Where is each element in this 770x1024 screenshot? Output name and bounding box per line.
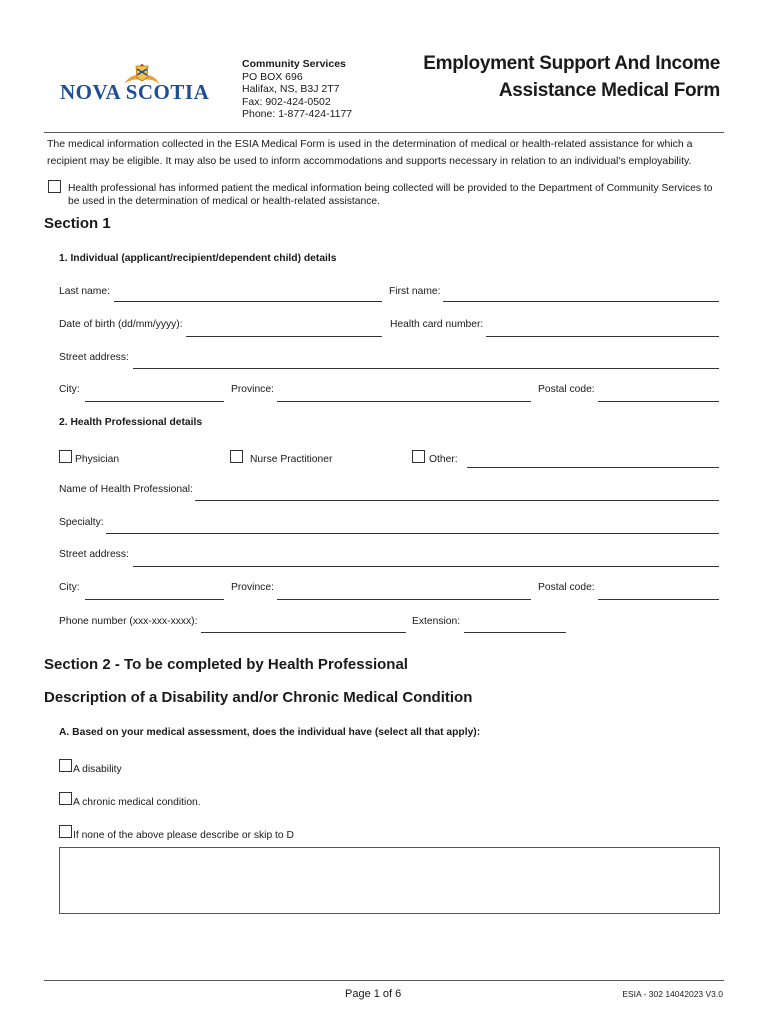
health-card-field[interactable] bbox=[486, 336, 719, 337]
disability-checkbox[interactable] bbox=[59, 759, 72, 772]
form-title-line2: Assistance Medical Form bbox=[498, 80, 720, 101]
hp-name-label: Name of Health Professional: bbox=[59, 484, 193, 495]
page-number: Page 1 of 6 bbox=[345, 988, 402, 1000]
chronic-label: A chronic medical condition. bbox=[73, 797, 201, 808]
disability-label: A disability bbox=[73, 764, 122, 775]
description-textarea[interactable] bbox=[59, 847, 720, 914]
hp-street-label: Street address: bbox=[59, 549, 129, 560]
extension-field[interactable] bbox=[464, 632, 566, 633]
form-title-line1: Employment Support And Income bbox=[423, 53, 720, 74]
other-field[interactable] bbox=[467, 467, 719, 468]
question-a: A. Based on your medical assessment, does the individual have (select all that apply): bbox=[59, 727, 481, 738]
intro-paragraph bbox=[47, 136, 727, 170]
hp-province-field[interactable] bbox=[277, 599, 531, 600]
other-label: Other: bbox=[429, 454, 458, 465]
phone: Phone: 1-877-424-1177 bbox=[242, 108, 353, 120]
first-name-label: First name: bbox=[389, 286, 441, 297]
physician-checkbox[interactable] bbox=[59, 450, 72, 463]
org-name: Community Services bbox=[242, 58, 346, 70]
first-name-field[interactable] bbox=[443, 301, 719, 302]
po-box: PO BOX 696 bbox=[242, 70, 303, 83]
city-field[interactable] bbox=[85, 401, 224, 402]
last-name-field[interactable] bbox=[114, 301, 382, 302]
hp-street-field[interactable] bbox=[133, 566, 719, 567]
none-checkbox[interactable] bbox=[59, 825, 72, 838]
province-field[interactable] bbox=[277, 401, 531, 402]
hp-postal-field[interactable] bbox=[598, 599, 719, 600]
hp-city-label: City: bbox=[59, 582, 80, 593]
header-divider bbox=[44, 132, 724, 133]
postal-field[interactable] bbox=[598, 401, 719, 402]
none-label: If none of the above please describe or skip to D bbox=[73, 830, 294, 841]
consent-line2: be used in the determination of medical or health-related assistance. bbox=[68, 196, 380, 207]
address-block bbox=[242, 58, 352, 121]
intro-line1: The medical information collected in the ESIA Medical Form is used in the determination of medical or health-related assistance for which a bbox=[47, 138, 693, 150]
specialty-field[interactable] bbox=[106, 533, 719, 534]
form-code: ESIA - 302 14042023 V3.0 bbox=[622, 989, 723, 999]
street-label: Street address: bbox=[59, 352, 129, 363]
province-label: Province: bbox=[231, 384, 274, 395]
chronic-checkbox[interactable] bbox=[59, 792, 72, 805]
other-checkbox[interactable] bbox=[412, 450, 425, 463]
specialty-label: Specialty: bbox=[59, 517, 104, 528]
address-city: Halifax, NS, B3J 2T7 bbox=[242, 83, 340, 95]
hp-city-field[interactable] bbox=[85, 599, 224, 600]
dob-label: Date of birth (dd/mm/yyyy): bbox=[59, 319, 183, 330]
consent-line1: Health professional has informed patient the medical information being collected will be provided to the Department of Community Services to bbox=[68, 183, 713, 194]
nova-scotia-logo bbox=[60, 62, 215, 112]
dob-field[interactable] bbox=[186, 336, 382, 337]
city-label: City: bbox=[59, 384, 80, 395]
last-name-label: Last name: bbox=[59, 286, 110, 297]
hp-name-field[interactable] bbox=[195, 500, 719, 501]
postal-label: Postal code: bbox=[538, 384, 595, 395]
extension-label: Extension: bbox=[412, 616, 461, 627]
intro-line2: recipient may be eligible. It may also be used to inform accommodations and supports necessary in relation to an individual's employability. bbox=[47, 155, 692, 167]
section2-subtitle: Description of a Disability and/or Chronic Medical Condition bbox=[44, 689, 473, 706]
fax: Fax: 902-424-0502 bbox=[242, 95, 331, 108]
individual-heading: 1. Individual (applicant/recipient/dependent child) details bbox=[59, 253, 337, 264]
nurse-label: Nurse Practitioner bbox=[250, 454, 333, 465]
logo-wordmark: NOVA SCOTIA bbox=[60, 80, 210, 104]
consent-checkbox[interactable] bbox=[48, 180, 61, 193]
professional-heading: 2. Health Professional details bbox=[59, 417, 203, 428]
phone-label: Phone number (xxx-xxx-xxxx): bbox=[59, 616, 198, 627]
form-title bbox=[423, 50, 720, 104]
hp-postal-label: Postal code: bbox=[538, 582, 595, 593]
hp-province-label: Province: bbox=[231, 582, 274, 593]
health-card-label: Health card number: bbox=[390, 319, 484, 330]
section1-title: Section 1 bbox=[44, 215, 111, 232]
phone-field[interactable] bbox=[201, 632, 406, 633]
section2-title: Section 2 - To be completed by Health Professional bbox=[44, 656, 408, 673]
consent-text bbox=[68, 182, 728, 208]
physician-label: Physician bbox=[75, 454, 120, 465]
nurse-checkbox[interactable] bbox=[230, 450, 243, 463]
footer-divider bbox=[44, 980, 724, 981]
street-field[interactable] bbox=[133, 368, 719, 369]
